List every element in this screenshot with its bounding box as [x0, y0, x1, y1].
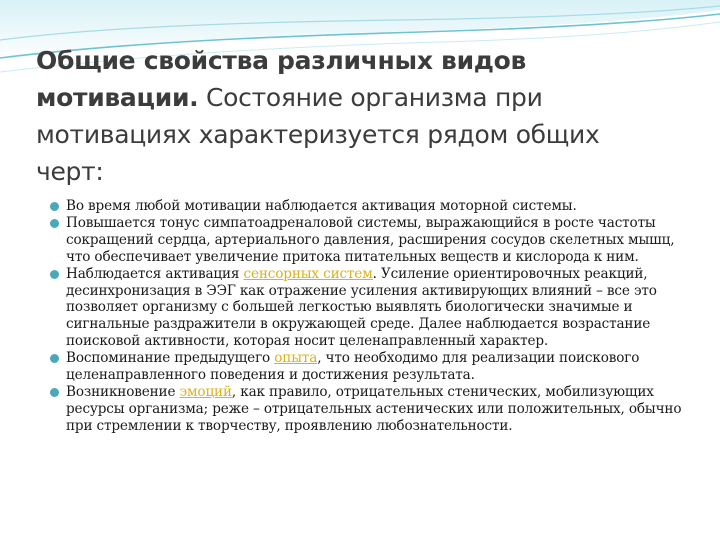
bullet-text: . Усиление ориентировочных реакций, десинхронизация в ЭЭГ как отражение усиления активирующих влияний – все это позволяет организму с большей легкостью выявлять биологически значимые и сигнальные раздражители в окружающей среде. Далее наблюдается возрастание поисковой активности, которая носит целенаправленный характер. — [66, 265, 657, 350]
bullet-dot-icon — [50, 388, 59, 397]
bullet-text: Наблюдается активация — [66, 265, 244, 282]
bullet-text: , что необходимо для реализации поискового целенаправленного поведения и достижения результата. — [66, 350, 640, 384]
slide-title — [36, 42, 656, 190]
link-sensory-systems[interactable]: сенсорных систем — [243, 265, 373, 282]
bullet-item — [48, 266, 688, 351]
bullet-text: Во время любой мотивации наблюдается активация моторной системы. — [66, 198, 577, 214]
slide-title-rest: Состояние организма при мотивациях характеризуется рядом общих черт: — [36, 83, 600, 186]
bullet-dot-icon — [50, 354, 59, 363]
bullet-dot-icon — [50, 219, 59, 228]
bullet-item — [48, 215, 688, 266]
slide-title-bold: Общие свойства различных видов мотивации. — [36, 46, 527, 112]
bullet-list — [48, 198, 688, 435]
bullet-text: , как правило, отрицательных стенических, мобилизующих ресурсы организма; реже – отрицательных астенических или положительных, обычно при стремлении к творчеству, проявлению любознательности. — [66, 383, 682, 434]
link-experience[interactable]: опыта — [274, 350, 318, 367]
bullet-dot-icon — [50, 270, 59, 279]
bullet-item — [48, 198, 688, 215]
bullet-text: Повышается тонус симпатоадреналовой системы, выражающийся в росте частоты сокращений сердца, артериального давления, расширения сосудов скелетных мышц, что обеспечивает увеличение притока питательных веществ и кислорода к ним. — [66, 214, 675, 265]
bullet-text: Воспоминание предыдущего — [66, 350, 275, 367]
bullet-dot-icon — [50, 202, 59, 211]
bullet-item — [48, 350, 688, 384]
link-emotions[interactable]: эмоций — [179, 383, 232, 400]
bullet-item — [48, 384, 688, 435]
bullet-text: Возникновение — [66, 383, 180, 400]
